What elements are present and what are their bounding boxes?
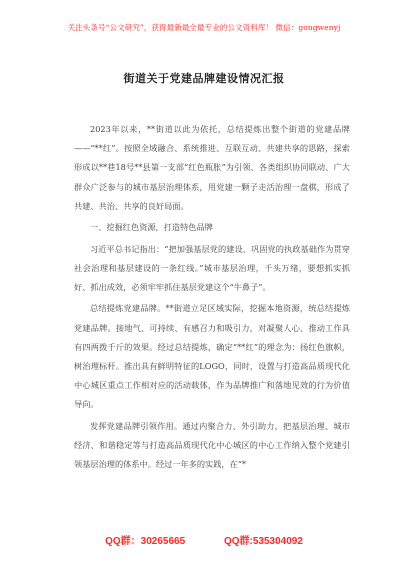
paragraph-brand: 总结提炼党建品牌。**街道立足区域实际，挖掘本地资源，统总结提炼党建品牌。接地气、可持续、有感召力和吸引力，对凝聚人心、推动工作具有四两拨千斤的效果。经过总结提炼，确定“**红”的理念为：扬红色旗帜，树治理标杆。推出具有鲜明特征的LOGO，同时，设置与打造高品质现代化中心城区重点工作相对应的活动载体，作为品牌推广和落地见效的行为价值导向。: [74, 303, 350, 410]
section-heading: 一、挖掘红色资源，打造特色品牌: [90, 222, 213, 233]
paragraph-intro: 2023年以来，**街道以此为依托，总结提炼出整个街道的党建品牌——“**红”。按照全域融合、系统推进、互联互动、共建共享的思路，探索形成以**巷18号**县第一支部“红色瓶胀”为引领、各类组织协同联动、广大群众广泛参与的城市基层治理体系，用党建一颗子走活治理一盘棋，形成了共建、共治、共享的良好局面。: [74, 124, 350, 211]
paragraph-quote: 习近平总书记指出：“把加强基层党的建设、巩固党的执政基础作为贯穿社会治理和基层建设的一条红线。”城市基层治理，千头万绪，要想抓实抓好、抓出成效，必须牢牢抓住基层党建这个“牛鼻子”。: [74, 243, 350, 292]
footer-contacts: [0, 532, 408, 547]
footer-qq-group-2: QQ群:535304092: [223, 536, 303, 547]
document-title: 街道关于党建品牌建设情况汇报: [123, 72, 285, 85]
header-banner: 关注头条号“公文研究”，获得最新最全最专业的公文资料库！ 微信：gongwenyj: [67, 23, 341, 32]
document-body: [74, 120, 350, 477]
paragraph-lead: 发挥党建品牌引领作用。通过内聚合力、外引助力，把基层治理、城市经济、和谐稳定等与打造高品质现代化中心城区的中心工作纳入整个党建引领基层治理的体系中。经过一年多的实践，在“*: [74, 420, 350, 470]
footer-qq-group-1: QQ群：30265665: [105, 536, 186, 547]
